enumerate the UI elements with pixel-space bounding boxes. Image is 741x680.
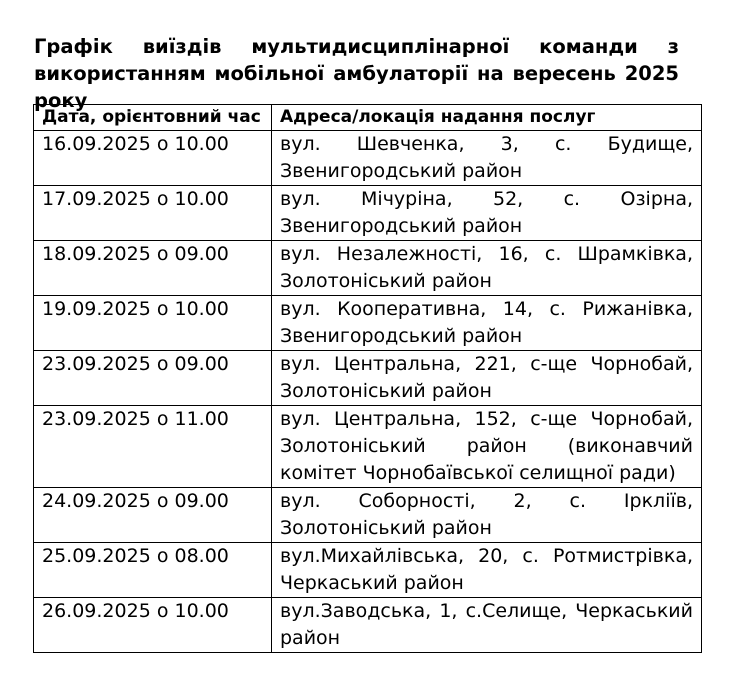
date-cell: 18.09.2025 о 09.00: [34, 241, 272, 296]
table-row: [34, 598, 702, 653]
date-cell: 17.09.2025 о 10.00: [34, 186, 272, 241]
date-cell: 23.09.2025 о 09.00: [34, 351, 272, 406]
address-cell: вул. Незалежності, 16, с. Шрамківка, Золотоніський район: [272, 241, 702, 296]
date-cell: 16.09.2025 о 10.00: [34, 131, 272, 186]
date-cell: 26.09.2025 о 10.00: [34, 598, 272, 653]
address-cell: вул. Центральна, 221, с-ще Чорнобай, Золотоніський район: [272, 351, 702, 406]
document-title: Графік виїздів мультидисциплінарної команди з використанням мобільної амбулаторії на вересень 2025 року: [34, 35, 679, 112]
address-cell: вул. Мічуріна, 52, с. Озірна, Звенигородський район: [272, 186, 702, 241]
table-row: [34, 543, 702, 598]
header-address: Адреса/локація надання послуг: [272, 105, 702, 131]
table-header-row: [34, 105, 702, 131]
date-cell: 19.09.2025 о 10.00: [34, 296, 272, 351]
address-cell: вул.Заводська, 1, с.Селище, Черкаський район: [272, 598, 702, 653]
table-row: [34, 131, 702, 186]
address-cell: вул. Центральна, 152, с-ще Чорнобай, Золотоніський район (виконавчий комітет Чорнобаївської селищної ради): [272, 406, 702, 488]
table-row: [34, 186, 702, 241]
date-cell: 24.09.2025 о 09.00: [34, 488, 272, 543]
header-date-time: Дата, орієнтовний час: [34, 105, 272, 131]
date-cell: 25.09.2025 о 08.00: [34, 543, 272, 598]
schedule-table: [33, 104, 702, 653]
address-cell: вул. Кооперативна, 14, с. Рижанівка, Звенигородський район: [272, 296, 702, 351]
table-row: [34, 241, 702, 296]
table-row: [34, 406, 702, 488]
address-cell: вул. Шевченка, 3, с. Будище, Звенигородський район: [272, 131, 702, 186]
table-row: [34, 488, 702, 543]
table-row: [34, 296, 702, 351]
table-row: [34, 351, 702, 406]
address-cell: вул. Соборності, 2, с. Іркліїв, Золотоніський район: [272, 488, 702, 543]
date-cell: 23.09.2025 о 11.00: [34, 406, 272, 488]
address-cell: вул.Михайлівська, 20, с. Ротмистрівка, Черкаський район: [272, 543, 702, 598]
